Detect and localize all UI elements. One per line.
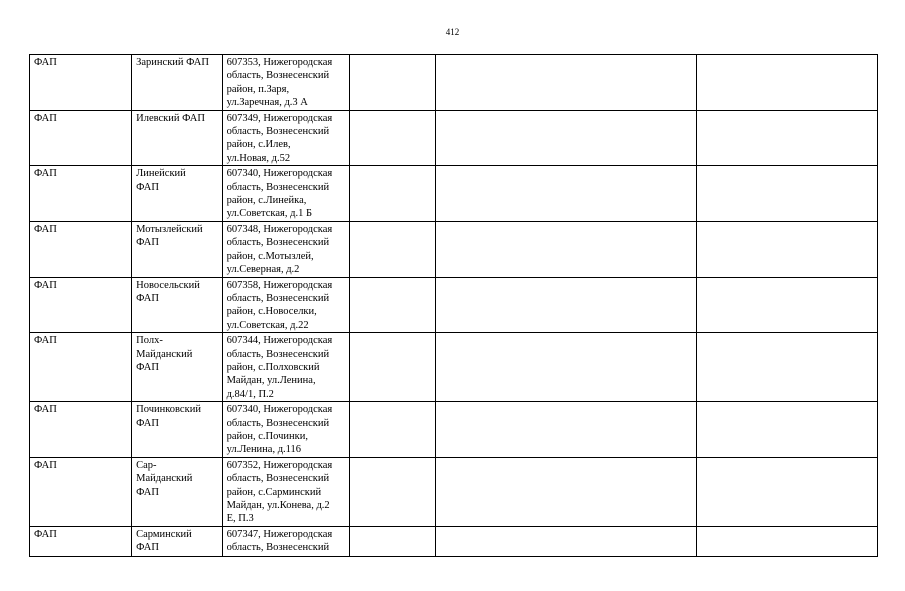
empty-extra-cell-3 bbox=[697, 526, 878, 556]
empty-extra-cell-3 bbox=[697, 55, 878, 111]
facility-type-cell: ФАП bbox=[30, 277, 132, 333]
facility-address-line: 607348, Нижегородская bbox=[226, 223, 333, 235]
empty-extra-cell-2 bbox=[436, 55, 697, 111]
facility-name-line: ФАП bbox=[136, 361, 159, 373]
facility-name-line: ФАП bbox=[136, 542, 159, 554]
facility-address-line: д.84/1, П.2 bbox=[226, 388, 274, 400]
facility-address-line: область, Вознесенский bbox=[226, 542, 330, 554]
facility-address-line: ул.Новая, д.52 bbox=[226, 152, 291, 164]
facility-type-cell: ФАП bbox=[30, 221, 132, 277]
facility-name-cell bbox=[132, 457, 222, 526]
facility-address-line: область, Вознесенский bbox=[226, 417, 330, 429]
empty-extra-cell-3 bbox=[697, 457, 878, 526]
facility-address-line: ул.Заречная, д.3 А bbox=[226, 97, 308, 109]
facility-name-cell bbox=[132, 526, 222, 556]
facility-address-line: ул.Советская, д.1 Б bbox=[226, 208, 312, 220]
facility-address-line: ул.Ленина, д.116 bbox=[226, 444, 302, 456]
facility-name-line: Илевский ФАП bbox=[136, 112, 205, 124]
facility-name-line: Линейский bbox=[136, 168, 186, 180]
facility-address-line: район, с.Починки, bbox=[226, 430, 308, 442]
facility-address-line: область, Вознесенский bbox=[226, 237, 330, 249]
table-row bbox=[30, 277, 878, 333]
empty-extra-cell-1 bbox=[350, 221, 436, 277]
facility-name-line: Новосельский bbox=[136, 279, 200, 291]
facility-address-line: область, Вознесенский bbox=[226, 70, 330, 82]
facility-address-line: район, с.Линейка, bbox=[226, 195, 307, 207]
facility-name-line: ФАП bbox=[136, 417, 159, 429]
empty-extra-cell-2 bbox=[436, 110, 697, 166]
empty-extra-cell-1 bbox=[350, 526, 436, 556]
empty-extra-cell-1 bbox=[350, 110, 436, 166]
empty-extra-cell-3 bbox=[697, 110, 878, 166]
facility-name-line: ФАП bbox=[136, 181, 159, 193]
table-row bbox=[30, 55, 878, 111]
empty-extra-cell-1 bbox=[350, 333, 436, 402]
facility-name-cell bbox=[132, 166, 222, 222]
facility-name-line: Починковский bbox=[136, 404, 201, 416]
facility-name-line: Заринский ФАП bbox=[136, 57, 209, 68]
facility-name-cell bbox=[132, 55, 222, 111]
facility-name-cell bbox=[132, 221, 222, 277]
facility-address-line: 607347, Нижегородская bbox=[226, 528, 333, 540]
facility-address-line: область, Вознесенский bbox=[226, 181, 330, 193]
empty-extra-cell-3 bbox=[697, 277, 878, 333]
facility-table-body bbox=[30, 55, 878, 557]
facility-address-line: район, с.Илев, bbox=[226, 139, 291, 151]
facility-address-line: 607358, Нижегородская bbox=[226, 279, 333, 291]
facility-address-line: район, с.Новоселки, bbox=[226, 306, 317, 318]
facility-type-cell: ФАП bbox=[30, 457, 132, 526]
facility-name-line: Полх- bbox=[136, 335, 163, 347]
facility-name-cell bbox=[132, 333, 222, 402]
facility-address-line: 607352, Нижегородская bbox=[226, 459, 333, 471]
facility-type-cell: ФАП bbox=[30, 526, 132, 556]
facility-address-cell bbox=[222, 277, 350, 333]
facility-address-line: район, п.Заря, bbox=[226, 83, 290, 95]
empty-extra-cell-1 bbox=[350, 277, 436, 333]
empty-extra-cell-2 bbox=[436, 221, 697, 277]
table-row bbox=[30, 110, 878, 166]
empty-extra-cell-2 bbox=[436, 402, 697, 458]
facility-address-cell bbox=[222, 457, 350, 526]
facility-name-line: ФАП bbox=[136, 486, 159, 498]
facility-name-line: Сар- bbox=[136, 459, 157, 471]
facility-address-line: район, с.Мотызлей, bbox=[226, 250, 314, 262]
facility-type-cell: ФАП bbox=[30, 402, 132, 458]
empty-extra-cell-1 bbox=[350, 457, 436, 526]
facility-type-cell: ФАП bbox=[30, 110, 132, 166]
facility-address-line: Майдан, ул.Конева, д.2 bbox=[226, 500, 330, 511]
facility-name-cell bbox=[132, 277, 222, 333]
facility-name-line: ФАП bbox=[136, 237, 159, 249]
table-row bbox=[30, 333, 878, 402]
empty-extra-cell-3 bbox=[697, 166, 878, 222]
empty-extra-cell-2 bbox=[436, 277, 697, 333]
empty-extra-cell-1 bbox=[350, 55, 436, 111]
empty-extra-cell-2 bbox=[436, 526, 697, 556]
facility-address-line: 607344, Нижегородская bbox=[226, 335, 333, 347]
facility-name-line: Майданский bbox=[136, 348, 193, 360]
facility-address-line: Майдан, ул.Ленина, bbox=[226, 375, 316, 387]
facility-address-line: 607340, Нижегородская bbox=[226, 404, 333, 416]
empty-extra-cell-1 bbox=[350, 402, 436, 458]
table-row bbox=[30, 526, 878, 556]
facility-address-cell bbox=[222, 221, 350, 277]
facility-address-line: район, с.Полховский bbox=[226, 361, 320, 373]
facility-address-cell bbox=[222, 402, 350, 458]
facility-type-cell: ФАП bbox=[30, 333, 132, 402]
table-row bbox=[30, 166, 878, 222]
facility-address-cell bbox=[222, 333, 350, 402]
empty-extra-cell-3 bbox=[697, 333, 878, 402]
facility-name-line: Сарминский bbox=[136, 528, 192, 540]
facility-address-line: ул.Северная, д.2 bbox=[226, 264, 300, 276]
facility-address-cell bbox=[222, 55, 350, 111]
facility-address-cell bbox=[222, 110, 350, 166]
facility-address-line: ул.Советская, д.22 bbox=[226, 319, 309, 331]
facility-address-line: 607349, Нижегородская bbox=[226, 112, 333, 124]
facility-address-line: 607353, Нижегородская bbox=[226, 57, 333, 68]
facility-name-cell bbox=[132, 110, 222, 166]
empty-extra-cell-2 bbox=[436, 333, 697, 402]
facility-address-line: область, Вознесенский bbox=[226, 126, 330, 138]
facility-address-line: область, Вознесенский bbox=[226, 292, 330, 304]
facility-table bbox=[29, 54, 878, 557]
empty-extra-cell-3 bbox=[697, 402, 878, 458]
facility-type-cell: ФАП bbox=[30, 55, 132, 111]
facility-address-line: область, Вознесенский bbox=[226, 348, 330, 360]
empty-extra-cell-2 bbox=[436, 166, 697, 222]
table-row bbox=[30, 402, 878, 458]
page-number: 412 bbox=[445, 27, 460, 37]
empty-extra-cell-3 bbox=[697, 221, 878, 277]
facility-address-cell bbox=[222, 166, 350, 222]
facility-type-cell: ФАП bbox=[30, 166, 132, 222]
facility-address-line: 607340, Нижегородская bbox=[226, 168, 333, 180]
facility-name-cell bbox=[132, 402, 222, 458]
facility-name-line: Майданский bbox=[136, 473, 193, 485]
table-row bbox=[30, 221, 878, 277]
facility-name-line: Мотызлейский bbox=[136, 223, 203, 235]
facility-address-line: Е, П.3 bbox=[226, 513, 254, 525]
facility-address-line: область, Вознесенский bbox=[226, 473, 330, 485]
facility-name-line: ФАП bbox=[136, 292, 159, 304]
empty-extra-cell-1 bbox=[350, 166, 436, 222]
table-row bbox=[30, 457, 878, 526]
facility-address-cell bbox=[222, 526, 350, 556]
facility-address-line: район, с.Сарминский bbox=[226, 486, 322, 498]
empty-extra-cell-2 bbox=[436, 457, 697, 526]
